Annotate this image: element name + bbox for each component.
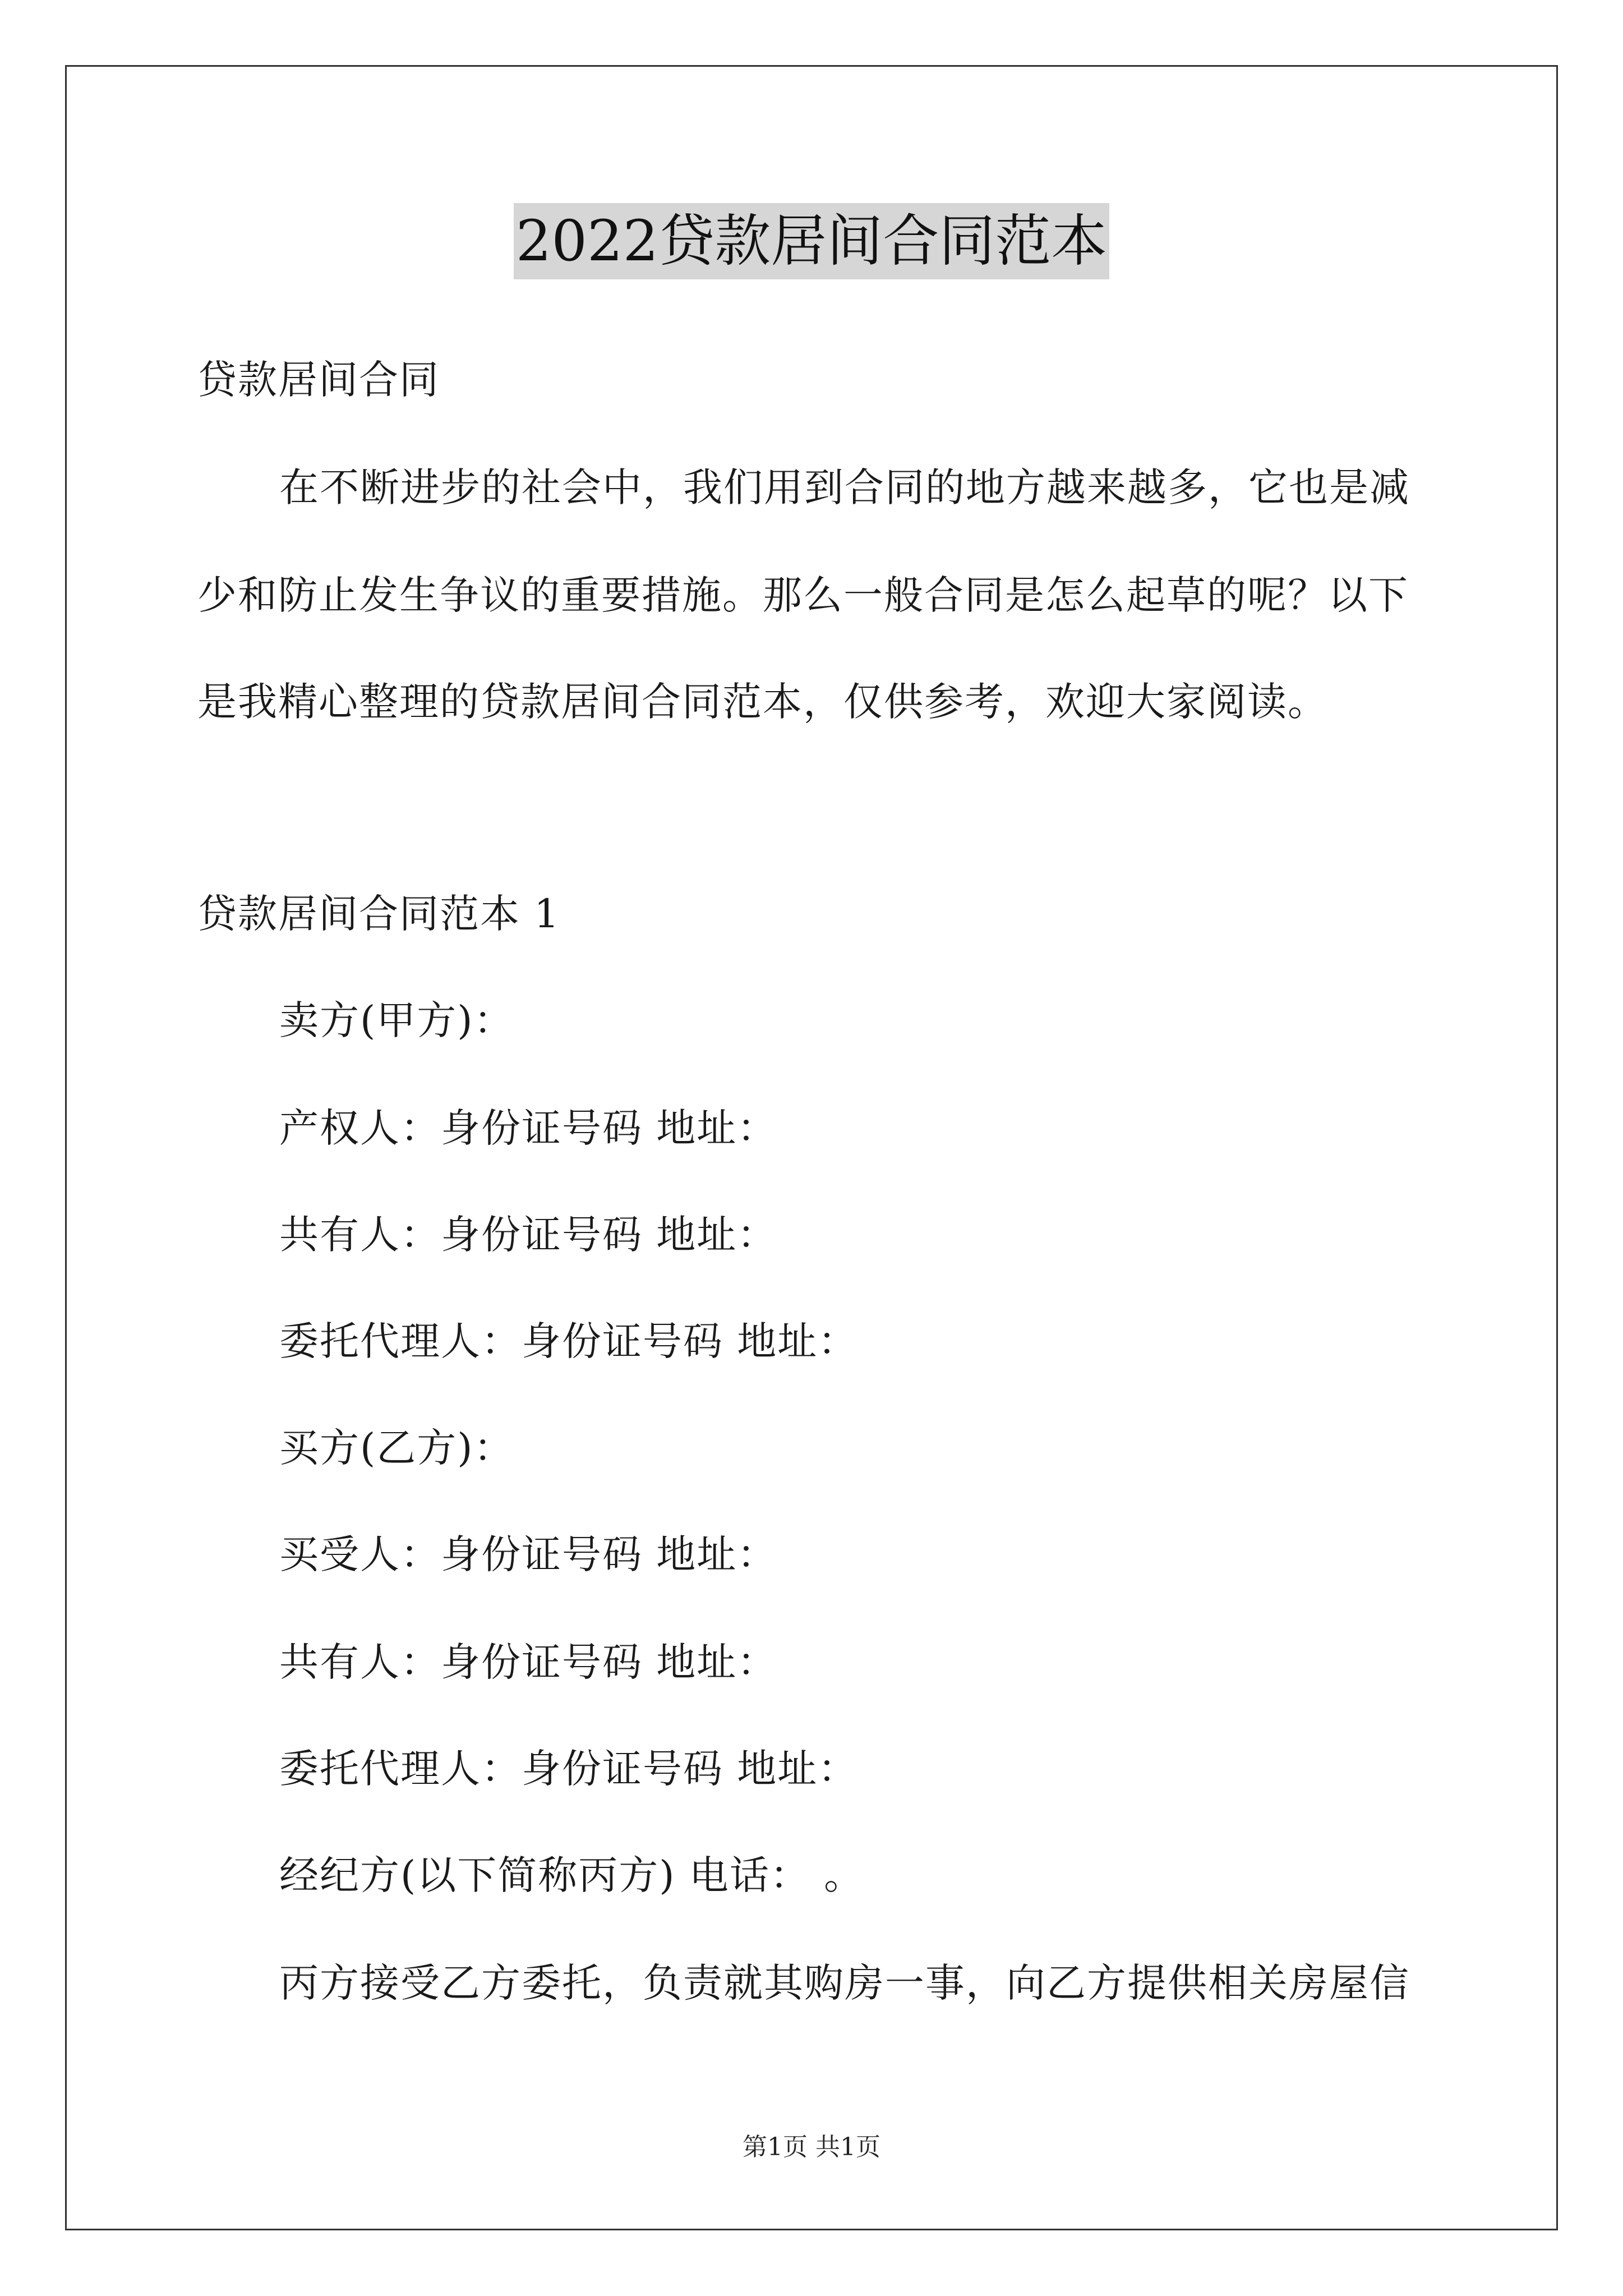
clause-co-owner-seller: 共有人：身份证号码 地址： — [279, 1212, 778, 1258]
title-container — [0, 203, 1623, 279]
intro-line-2: 少和防止发生争议的重要措施。那么一般合同是怎么起草的呢？以下 — [197, 572, 1409, 618]
clause-agent-buyer: 委托代理人：身份证号码 地址： — [279, 1746, 859, 1792]
clause-co-owner-buyer: 共有人：身份证号码 地址： — [279, 1639, 778, 1685]
clause-agent-seller: 委托代理人：身份证号码 地址： — [279, 1318, 859, 1364]
clause-broker: 经纪方(以下简称丙方) 电话： 。 — [279, 1852, 865, 1898]
intro-line-1: 在不断进步的社会中，我们用到合同的地方越来越多，它也是减 — [279, 464, 1410, 510]
section-title: 贷款居间合同范本 1 — [197, 891, 560, 937]
clause-buyer: 买方(乙方)： — [279, 1425, 514, 1471]
page-footer: 第1页 共1页 — [743, 2133, 880, 2161]
clause-owner: 产权人：身份证号码 地址： — [279, 1105, 778, 1151]
clause-seller: 卖方(甲方)： — [279, 997, 514, 1043]
document-title: 2022贷款居间合同范本 — [514, 203, 1110, 279]
contract-heading: 贷款居间合同 — [197, 357, 440, 403]
clause-purchaser: 买受人：身份证号码 地址： — [279, 1531, 778, 1577]
intro-line-3: 是我精心整理的贷款居间合同范本，仅供参考，欢迎大家阅读。 — [197, 679, 1328, 725]
clause-broker-duty: 丙方接受乙方委托，负责就其购房一事，向乙方提供相关房屋信 — [279, 1960, 1410, 2006]
